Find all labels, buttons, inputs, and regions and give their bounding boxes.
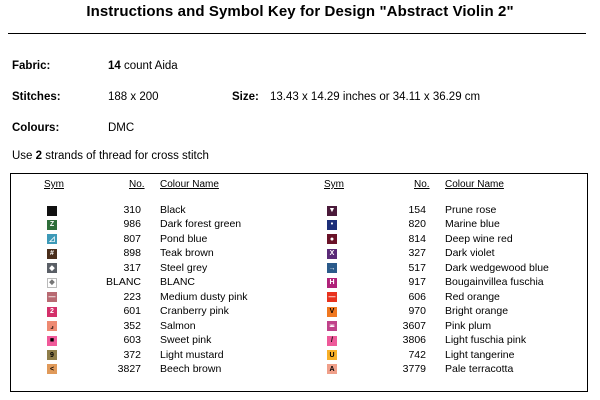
left-colour-number: 807 xyxy=(123,232,141,245)
left-colour-name: Pond blue xyxy=(160,232,208,245)
right-colour-name: Pink plum xyxy=(445,319,492,332)
left-name-header: Colour Name xyxy=(160,179,219,190)
page-title: Instructions and Symbol Key for Design "Abstract Violin 2" xyxy=(86,3,514,20)
left-colour-number: 223 xyxy=(123,290,141,303)
left-colour-name: Black xyxy=(160,204,186,216)
right-colour-name: Pale terracotta xyxy=(445,362,514,375)
right-symbol-swatch: V xyxy=(327,307,337,317)
stitches-value: 188 x 200 xyxy=(108,91,159,103)
fabric-value xyxy=(108,60,178,72)
right-sym-header: Sym xyxy=(324,179,344,190)
size-value: 13.43 x 14.29 inches or 34.11 x 36.29 cm xyxy=(270,91,481,103)
right-colour-name: Bright orange xyxy=(445,305,509,318)
right-colour-number: 814 xyxy=(408,232,426,245)
right-colour-name: Deep wine red xyxy=(445,232,513,245)
right-no-header: No. xyxy=(414,179,430,190)
right-symbol-swatch: ▼ xyxy=(328,207,336,214)
fabric-type: count Aida xyxy=(120,60,178,72)
right-colour-number: 517 xyxy=(408,261,426,274)
right-symbol-swatch: / xyxy=(327,336,337,346)
right-colour-number: 820 xyxy=(408,218,426,231)
colours-value: DMC xyxy=(108,122,135,134)
left-colour-name: Beech brown xyxy=(160,362,222,375)
left-no-header: No. xyxy=(129,179,145,190)
left-colour-number: 310 xyxy=(123,204,141,216)
left-colour-name: Medium dusty pink xyxy=(160,290,248,303)
left-colour-name: Cranberry pink xyxy=(160,305,229,318)
right-symbol-swatch: X xyxy=(327,249,337,259)
left-symbol-swatch: Z xyxy=(47,220,57,230)
left-symbol-swatch: ■ xyxy=(47,206,57,216)
instruction-suffix: strands of thread for cross stitch xyxy=(42,150,209,162)
left-symbol-swatch: — xyxy=(48,293,56,301)
strand-count: 2 xyxy=(35,150,43,162)
right-colour-number: 3806 xyxy=(402,334,426,347)
left-colour-number: 372 xyxy=(123,348,141,361)
left-colour-name: BLANC xyxy=(160,276,196,289)
left-symbol-swatch: ◿ xyxy=(47,234,57,244)
left-symbol-swatch: ◆ xyxy=(47,263,57,273)
right-colour-number: 154 xyxy=(408,204,426,216)
left-colour-name: Sweet pink xyxy=(160,334,212,347)
left-colour-number: 603 xyxy=(123,334,141,347)
right-colour-name: Prune rose xyxy=(445,204,497,216)
left-colour-name: Light mustard xyxy=(160,348,224,361)
left-colour-number: 3827 xyxy=(117,362,141,375)
left-colour-name: Dark forest green xyxy=(160,218,242,231)
left-colour-name: Steel grey xyxy=(160,261,208,274)
right-colour-number: 917 xyxy=(408,276,426,289)
left-symbol-swatch: < xyxy=(47,364,57,374)
right-symbol-swatch: U xyxy=(327,350,337,360)
colours-label: Colours: xyxy=(12,122,60,134)
right-colour-number: 327 xyxy=(408,247,426,260)
right-colour-number: 742 xyxy=(408,348,426,361)
right-colour-name: Dark wedgewood blue xyxy=(445,261,549,274)
left-colour-number: 898 xyxy=(123,247,141,260)
left-colour-number: 601 xyxy=(123,305,141,318)
left-colour-number: 352 xyxy=(123,319,141,332)
right-symbol-swatch: → xyxy=(328,264,336,272)
right-colour-name: Light tangerine xyxy=(445,348,515,361)
left-sym-header: Sym xyxy=(44,179,64,190)
left-symbol-swatch: ⌟ xyxy=(47,321,57,331)
title-divider xyxy=(8,33,586,34)
right-symbol-swatch: ● xyxy=(327,234,337,244)
right-colour-name: Light fuschia pink xyxy=(445,334,527,347)
right-colour-name: Marine blue xyxy=(445,218,500,231)
right-symbol-swatch: — xyxy=(328,293,336,301)
left-colour-number: 317 xyxy=(123,261,141,274)
right-symbol-swatch: • xyxy=(327,220,337,230)
right-colour-number: 970 xyxy=(408,305,426,318)
left-colour-number: 986 xyxy=(123,218,141,231)
right-symbol-swatch: A xyxy=(327,364,337,374)
size-label: Size: xyxy=(232,91,259,103)
left-symbol-swatch: # xyxy=(47,249,57,259)
fabric-label: Fabric: xyxy=(12,60,51,72)
right-symbol-swatch: H xyxy=(327,278,337,288)
left-colour-number: BLANC xyxy=(105,276,141,289)
left-colour-name: Teak brown xyxy=(160,247,214,260)
left-symbol-swatch: 2 xyxy=(47,307,57,317)
left-symbol-swatch: 9 xyxy=(47,350,57,360)
left-symbol-swatch: ■ xyxy=(47,336,57,346)
right-symbol-swatch: ≖ xyxy=(327,321,337,331)
instruction-prefix: Use xyxy=(12,150,36,162)
stitches-label: Stitches: xyxy=(12,91,61,103)
left-symbol-swatch: ◆ xyxy=(47,278,57,288)
left-colour-name: Salmon xyxy=(160,319,196,332)
right-colour-name: Red orange xyxy=(445,290,500,303)
right-colour-number: 3607 xyxy=(402,319,426,332)
right-colour-number: 3779 xyxy=(402,362,426,375)
right-name-header: Colour Name xyxy=(445,179,504,190)
right-colour-name: Bougainvillea fuschia xyxy=(445,276,544,289)
right-colour-number: 606 xyxy=(408,290,426,303)
right-colour-name: Dark violet xyxy=(445,247,495,260)
fabric-count: 14 xyxy=(108,60,121,72)
thread-instruction xyxy=(12,150,209,162)
